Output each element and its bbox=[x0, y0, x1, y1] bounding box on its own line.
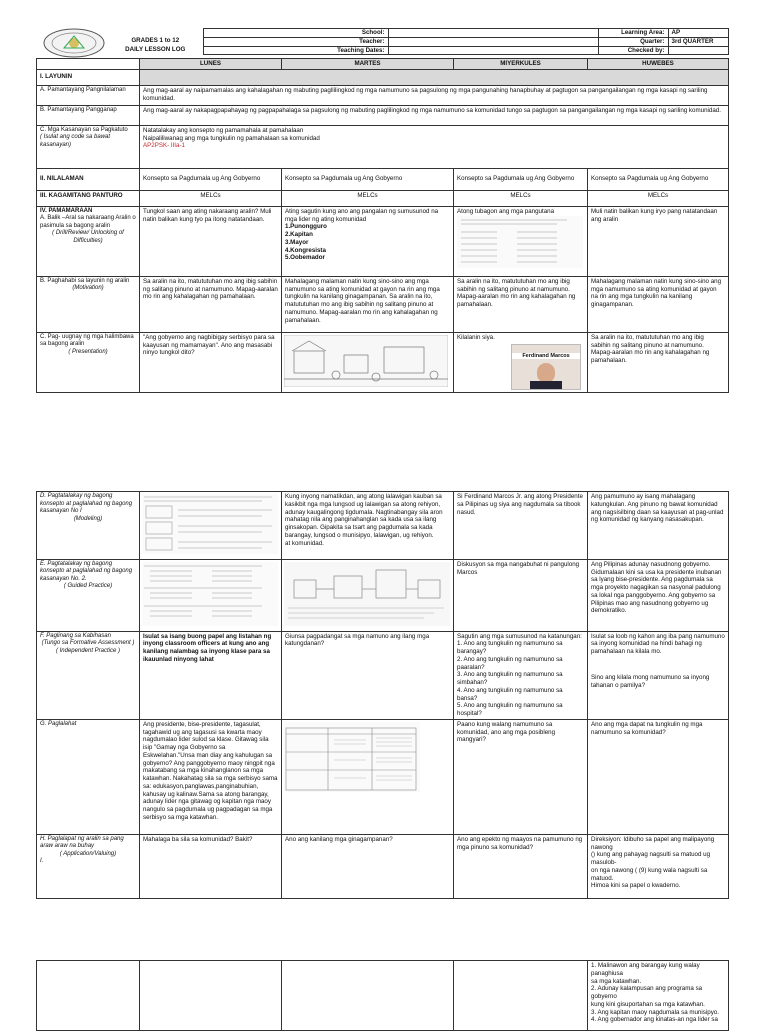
matching-worksheet-image bbox=[457, 216, 583, 268]
pag-uugnay-huwebes: Sa aralin na ito, matututuhan mo ang ibig sabihin ng salitang pinuno at namumuno. Mapag-aaralan mo rin ang kahalagahan ng pamahalaan. bbox=[588, 332, 729, 392]
kasanayan-code: AP2PSK- IIIa-1 bbox=[143, 142, 185, 150]
paghahabi-lunes: Sa aralin na ito, matututuhan mo ang ibig sabihin ng salitang pinuno at namumuno. Mapag-aaralan mo rin ang kahalagahan ng pamahalaan. bbox=[140, 276, 282, 332]
nilalaman-martes: Konsepto sa Pagdumala ug Ang Gobyerno bbox=[282, 168, 454, 190]
nilalaman-title: II. NILALAMAN bbox=[37, 168, 140, 190]
tanong-1: 1. Ano ang tungkulin ng namumuno sa barangay? bbox=[457, 640, 563, 655]
log-title: DAILY LESSON LOG bbox=[125, 46, 186, 53]
lider-2: 2.Kapitan bbox=[285, 231, 313, 238]
paglalahat-lunes: Ang presidente, bise-presidente, tagasulat, tagahawid ug ang tagasusi sa kwarta maoy nagdumalao lider sulod sa klase. Gitawag sila isip "Gamay nga Gobyerno sa Eskwelahan."Unsa man diay ang kahulugan sa gobyerno? Ang panggobyerno maoy ningpit nga makatabang sa mga kinahanglanon sa mga katawhan. Nakahatag sila sa mga serbisyo sama sa: edukasyon,panglawas,panginabuhian, kahusay ug kalinaw.Sama sa atong barangay, adunay lider nga gitawag og kapitan nga maoy nangulo sa pagdumala ug pagpadagan sa mga serbisyo sa mga katawhan. bbox=[140, 719, 282, 834]
paglinang-martes: Giunsa pagpadangat sa mga namuno ang ilang mga katungdanan? bbox=[282, 631, 454, 719]
kasanayan-2: Naipaliliwanag ang mga tungkulin ng pamahalaan sa komunidad bbox=[143, 134, 320, 142]
leadership-table-image bbox=[284, 722, 420, 792]
melc-lunes: MELCs bbox=[140, 190, 282, 206]
label-pa: A. Balik –Aral sa nakaraang Aralin o pasimula sa bagong aralin bbox=[40, 215, 136, 229]
pagtatalakay-1-miyerkules: Si Ferdinand Marcos Jr. ang atong Presidente sa Pilipinas ug siya ang nagdumala sa tibook nasud. bbox=[454, 492, 588, 560]
direksiyon-1: () kung ang pahayag nagsulti sa matuod ug masulob- bbox=[591, 851, 711, 866]
label-i: I. bbox=[40, 858, 44, 865]
melc-huwebes: MELCs bbox=[588, 190, 729, 206]
teacher-field[interactable] bbox=[388, 37, 598, 46]
pahayag-2b: kung kini gisuportahan sa mga katawhan. bbox=[591, 1000, 705, 1008]
lider-3: 3.Mayor bbox=[285, 238, 309, 246]
pag-uugnay-miyerkules: Kilalanin siya. bbox=[457, 333, 495, 341]
label-a: A. Pamantayang Pangnilalaman bbox=[37, 85, 140, 105]
photo-caption: Ferdinand Marcos bbox=[512, 353, 580, 360]
tanong-4: 4. Ano ang tungkulin ng namumuno sa bansa? bbox=[457, 686, 563, 702]
paglinang-huwebes: Isulat sa loob ng kahon ang iba pang namumuno sa inyong komunidad na hindi bahagi ng pamahalaan na kilala mo. bbox=[591, 632, 725, 655]
day-miyerkules: MIYERKULES bbox=[454, 59, 588, 70]
teacher-label: Teacher: bbox=[203, 37, 388, 46]
pamantayang-pangnilalaman: Ang mag-aaral ay naipamamalas ang kahalagahan ng mabuting pagllilingkod ng mga namumuno sa pagsulong ng mga pangunahing hanapbuhay at pagtugon sa pangangailangan ng mga kasapi ng sariling komunidad. bbox=[140, 85, 729, 105]
pahayag-3: 3. Ang kapitan maoy nagdumala sa munisipyo. bbox=[591, 1008, 719, 1016]
lesson-table-1 bbox=[36, 58, 729, 393]
deped-seal-icon bbox=[42, 28, 106, 58]
melc-miyerkules: MELCs bbox=[454, 190, 588, 206]
label-pf: F. Paglinang sa Kabihasan bbox=[40, 632, 111, 639]
label-b: B. Pamantayang Pangganap bbox=[37, 105, 140, 125]
lider-1: 1.Punongguro bbox=[285, 223, 327, 231]
grades-title: GRADES 1 to 12 bbox=[131, 37, 180, 45]
label-ph-note: ( Application/Valuing) bbox=[59, 850, 117, 857]
label-ph: H. Paglalapat ng aralin sa pang araw araw na buhay bbox=[40, 835, 124, 850]
kasanayan-1: Natatalakay ang konsepto ng pamamahala at pamahalaan bbox=[143, 126, 304, 134]
worksheet-image-d bbox=[142, 494, 278, 554]
paglalapat-huwebes: Direksiyon: Idibuho sa papel ang malipayong nawong bbox=[591, 835, 715, 851]
paglalapat-martes: Ano ang kanilang mga ginagampanan? bbox=[282, 834, 454, 898]
layunin-band bbox=[140, 69, 729, 85]
school-field[interactable] bbox=[388, 29, 598, 38]
school-label: School: bbox=[203, 29, 388, 38]
label-pa-note: ( Drill/Review/ Unlocking of Difficulties) bbox=[52, 230, 124, 244]
label-pe-note: ( Guided Practice) bbox=[63, 583, 113, 590]
balik-aral-lunes: Tungkol saan ang ating nakaraang aralin? Muli natin balikan kung tyo pa itong natatandaan. bbox=[140, 206, 282, 276]
paglinang-huwebes-2: Sino ang kilala mong namumuno sa inyong tahanan o pamilya? bbox=[591, 673, 710, 689]
layunin-title: I. LAYUNIN bbox=[37, 69, 140, 85]
paglalapat-miyerkules: Ano ang epekto ng maayos na pamumuno ng mga pinuno sa komunidad? bbox=[454, 834, 588, 898]
quarter-value[interactable]: 3rd QUARTER bbox=[668, 37, 728, 46]
ferdinand-marcos-photo bbox=[511, 344, 581, 390]
pahayag-1b: sa mga katawhan. bbox=[591, 977, 642, 985]
label-pc: C. Pag- uugnay ng mga halimbawa sa bagong aralin bbox=[40, 333, 134, 348]
balik-aral-miyerkules: Atong tubagon ang mga pangutana bbox=[457, 207, 555, 215]
pagtatalakay-1-huwebes: Ang pamumuno ay isang mahalagang katungkulan. Ang pinuno ng bawat komunidad ang nagsisilbing daan sa kaayusan at pag-unlad ng komunidad ng kanyang nasasakupan. bbox=[588, 492, 729, 560]
area-value[interactable]: AP bbox=[668, 29, 728, 38]
tanong-5: 5. Ano ang tungkulin ng namumuno sa hospital? bbox=[457, 702, 563, 717]
tanong-2: 2. Ano ang tungkulin ng namumuno sa paaralan? bbox=[457, 655, 563, 671]
balik-aral-martes: Ating sagutin kung ano ang pangalan ng sumusunod na mga lider ng ating komunidad bbox=[285, 207, 439, 223]
melc-martes: MELCs bbox=[282, 190, 454, 206]
header-table bbox=[108, 28, 729, 55]
day-huwebes: HUWEBES bbox=[588, 59, 729, 70]
paglalahat-huwebes: Ano ang mga dapat na tungkulin ng mga namumuno sa komunidad? bbox=[588, 719, 729, 834]
label-pd-note: (Modeling) bbox=[73, 515, 103, 522]
area-label: Learning Area: bbox=[598, 29, 668, 38]
direksiyon-3: Himoa kini sa papel o kwaderno. bbox=[591, 882, 681, 890]
direksiyon-2: on nga nawong ( (9) kung wala nagsulti sa matuod. bbox=[591, 866, 708, 882]
checked-field[interactable] bbox=[668, 46, 728, 55]
tanong-3: 3. Ano ang tungkulin ng namumuno sa simbahan? bbox=[457, 671, 563, 686]
pagtatalakay-1-martes-end: at komunidad. bbox=[285, 539, 324, 547]
paghahabi-miyerkules: Sa aralin na ito, matututuhan mo ang ibig sabihin ng salitang pinuno at namumuno. Mapag-aaralan mo rin ang kahalagahan ng pamahalaan. bbox=[454, 276, 588, 332]
pag-uugnay-lunes: "Ang gobyerno ang nagbibigay serbisyo para sa kaayusan ng mamamayan". Ano ang masasabi ninyo tungkol dito? bbox=[140, 332, 282, 392]
dates-label: Teaching Dates: bbox=[203, 46, 388, 55]
pagtatalakay-2-huwebes: Ang Pilipinas adunay nasudnong gobyerno. Gidumalaan kini sa usa ka presidente inubanan sa lyang bise-presidente. Ang pagdumala sa mga proyekto nagagikan sa nasyonal padulong sa lokal nga panggobyerno. Ang gobyerno sa Pilipinas mao ang nasudnong gobyerno ug demokratiko. bbox=[588, 559, 729, 631]
community-illustration bbox=[284, 335, 448, 387]
pagtatalakay-2-miyerkules: Diskusyon sa mga nangabuhat ni pangulong Marcos bbox=[454, 559, 588, 631]
quarter-label: Quarter: bbox=[598, 37, 668, 46]
label-c: C. Mga Kasanayan sa Pagkatuto bbox=[40, 126, 128, 133]
label-pg: G. Paglalahat bbox=[40, 720, 77, 727]
paglalapat-lunes: Mahalaga ba sila sa komunidad? Bakit? bbox=[140, 834, 282, 898]
nilalaman-huwebes: Konsepto sa Pagdumala ug Ang Gobyerno bbox=[588, 168, 729, 190]
pahayag-4: 4. Ang gobernador ang kinatas-an nga lider sa bbox=[591, 1016, 718, 1024]
lider-4: 4.Kongresista bbox=[285, 246, 326, 254]
balik-aral-huwebes: Muli natin balikan kung iryo pang natatandaan ang aralin bbox=[588, 206, 729, 276]
worksheet-image-e bbox=[142, 562, 278, 626]
label-c-note: ( Isulat ang code sa bawat kasanayan) bbox=[40, 134, 111, 148]
paglinang-miyerkules: Sagutin ang mga sumusunod na katanungan: bbox=[457, 632, 582, 640]
lider-5: 5.Oobemador bbox=[285, 254, 325, 262]
government-chart-image bbox=[284, 562, 450, 626]
nilalaman-miyerkules: Konsepto sa Pagdumala ug Ang Gobyerno bbox=[454, 168, 588, 190]
kagamitang-title: III. KAGAMITANG PANTURO bbox=[37, 190, 140, 206]
paglinang-lunes: Isulat sa isang buong papel ang listahan ng inyong classroom officers at kung ano ang kanilang nalambag sa inyong klase para sa ikauunlad ninyong lahat bbox=[140, 631, 282, 719]
lesson-table-2 bbox=[36, 491, 729, 899]
lesson-table-3 bbox=[36, 960, 729, 1031]
label-pb: B. Paghahabi sa layunin ng aralin bbox=[40, 277, 130, 284]
paghahabi-huwebes: Mahalagang malaman natin kung sino-sino ang mga namumuno sa ating komunidad at gayon na rin ang mga tungkulin na kanilang ginagampanan. bbox=[588, 276, 729, 332]
label-pf-note: (Tungo sa Formative Assessment ) bbox=[41, 640, 135, 646]
label-pe: E. Pagtatalakay ng bagong konsepto at paglalahad ng bagong kasanayan No. 2. bbox=[40, 560, 133, 582]
day-lunes: LUNES bbox=[140, 59, 282, 70]
paglalahat-miyerkules: Paano kung walang namumuno sa komunidad, ano ang mga posibleng mangyari? bbox=[454, 719, 588, 834]
pagtatalakay-1-martes: Kung inyong namatikdan, ang atong lalawigan kauban sa kasikbit nga mga lungsod ug lalawigan sa atong rehiyon, adunay kaugalingong tigdumala. Nagtinabangay sila aron mahatag nila ang panginahanglan sa kada usa sa ilang ginsakopan. Gipakita sa tsart ang pagdumala sa kada barangay, lungsod o munisipyo, lalawigan, ug rehiyon. bbox=[285, 493, 443, 539]
label-pc-note: ( Presentation) bbox=[68, 348, 108, 355]
label-pb-note: (Motivation) bbox=[72, 285, 104, 292]
label-pd: D. Pagtatalakay ng bagong konsepto at paglalahad ng bagong kasanayan No I bbox=[40, 493, 133, 514]
dates-field[interactable] bbox=[388, 46, 598, 55]
pamantayang-pangganap: Ang mag-aaral ay nakapagpapahayag ng pagpapahalaga sa pagsulong ng mabuting paglilingkod ng mga namumuno sa komunidad tungo sa pagtugon sa pangangailangan ng mga kasapi ng sariling komunidad. bbox=[140, 105, 729, 125]
checked-label: Checked by: bbox=[598, 46, 668, 55]
label-pf-note2: ( Independent Practice ) bbox=[55, 647, 121, 654]
pahayag-1: 1. Malinawon ang barangay kung walay panaghiusa bbox=[591, 962, 700, 977]
pahayag-2: 2. Adunay kalampusan ang programa sa gobyerno bbox=[591, 985, 703, 1000]
day-martes: MARTES bbox=[282, 59, 454, 70]
pamamaraan-title: IV. PAMAMARAAN bbox=[40, 207, 93, 214]
nilalaman-lunes: Konsepto sa Pagdumala ug Ang Gobyerno bbox=[140, 168, 282, 190]
paghahabi-martes: Mahalagang malaman natin kung sino-sino ang mga namumuno sa ating komunidad at gayon na rin ang mga tungkulin na kanilang ginagampanan. Sa aralin na ito, matututuhan mo ang ibig sabihin ng salitang pinuno at namumuno. Mapag-aaralan mo rin ang kahalagahan ng pamahalaan. bbox=[282, 276, 454, 332]
